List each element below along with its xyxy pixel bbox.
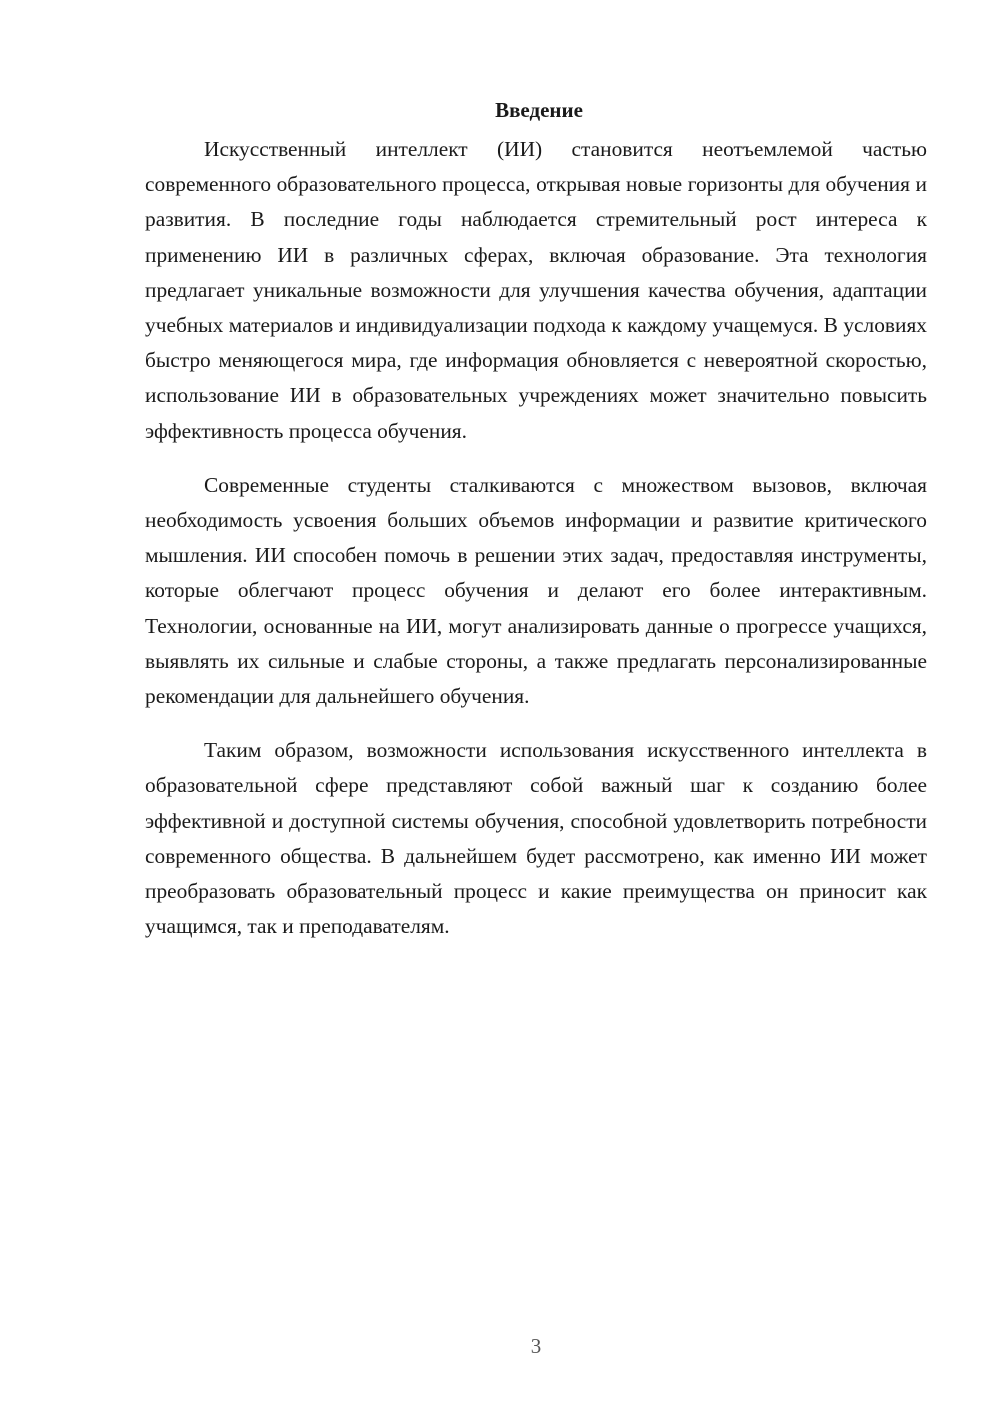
paragraph-2: Современные студенты сталкиваются с множеством вызовов, включая необходимость усвоения больших объемов информации и развитие критического мышления. ИИ способен помочь в решении этих задач, предоставляя инструменты, которые облегчают процесс обучения и делают его более интерактивным. Технологии, основанные на ИИ, могут анализировать данные о прогрессе учащихся, выявлять их сильные и слабые стороны, а также предлагать персонализированные рекомендации для дальнейшего обучения.	[145, 472, 927, 709]
section-heading: Введение	[495, 98, 583, 122]
page-number: 3	[530, 1334, 542, 1358]
page-content	[145, 93, 927, 963]
paragraph-1: Искусственный интеллект (ИИ) становится неотъемлемой частью современного образовательного процесса, открывая новые горизонты для обучения и развития. В последние годы наблюдается стремительный рост интереса к применению ИИ в различных сферах, включая образование. Эта технология предлагает уникальные возможности для улучшения качества обучения, адаптации учебных материалов и индивидуализации подхода к каждому учащемуся. В условиях быстро меняющегося мира, где информация обновляется с невероятной скоростью, использование ИИ в образовательных учреждениях может значительно повысить эффективность процесса обучения.	[145, 137, 927, 443]
paragraph-3: Таким образом, возможности использования искусственного интеллекта в образовательной сфере представляют собой важный шаг к созданию более эффективной и доступной системы обучения, способной удовлетворить потребности современного общества. В дальнейшем будет рассмотрено, как именно ИИ может преобразовать образовательный процесс и какие преимущества он приносит как учащимся, так и преподавателям.	[145, 738, 927, 939]
